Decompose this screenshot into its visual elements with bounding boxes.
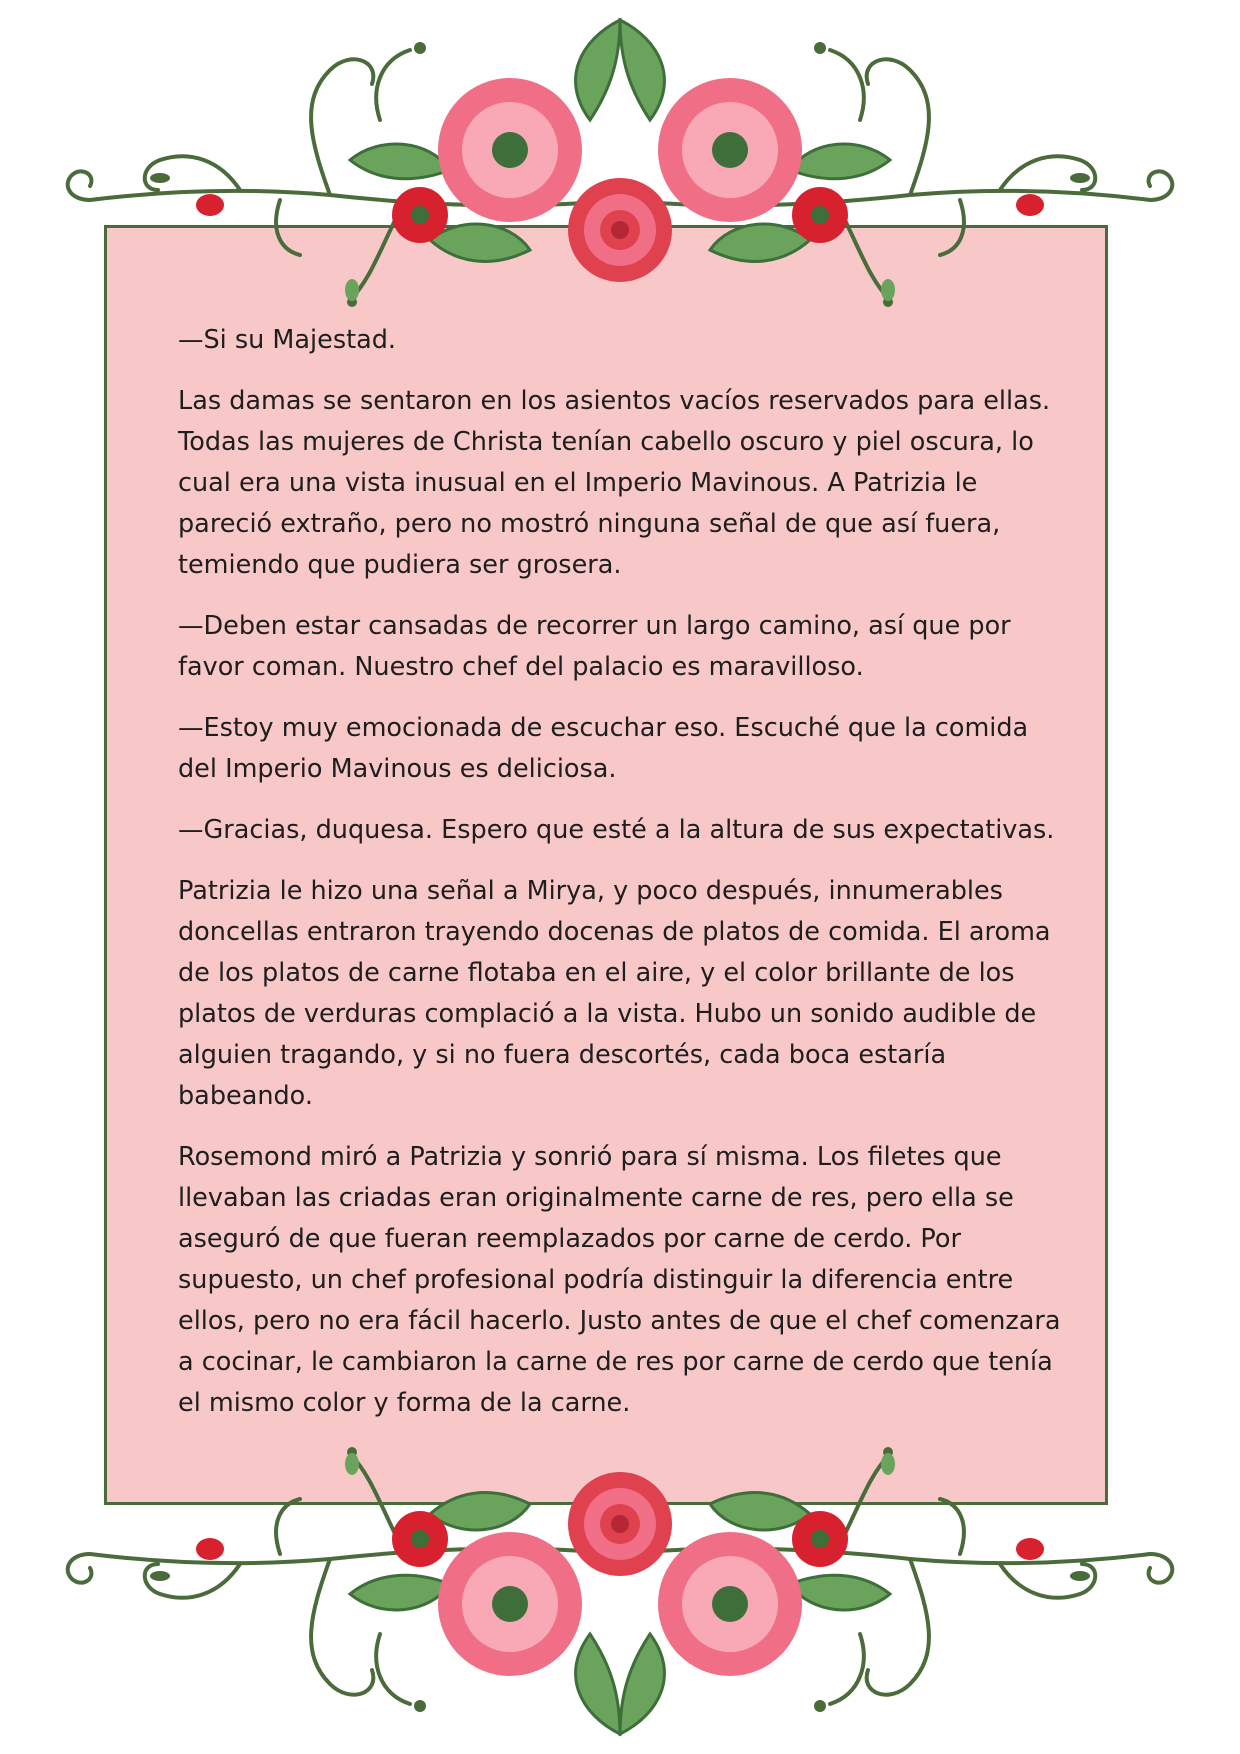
paragraph-7: Rosemond miró a Patrizia y sonrió para sí misma. Los filetes que llevaban las criadas eran originalmente carne de res, pero ella se aseguró de que fueran reemplazados por carne de cerdo. Por supuesto, un chef profesional podría distinguir la diferencia entre ellos, pero no era fácil hacerlo. Justo antes de que el chef comenzara a cocinar, le cambiaron la carne de res por carne de cerdo que tenía el mismo color y forma de la carne. [178,1142,1061,1418]
bottom-floral-ornament [0,1394,1240,1754]
paragraph-6: Patrizia le hizo una señal a Mirya, y poco después, innumerables doncellas entraron trayendo docenas de platos de comida. El aroma de los platos de carne flotaba en el aire, y el color brillante de los platos de verduras complació a la vista. Hubo un sonido audible de alguien tragando, y si no fuera descortés, cada boca estaría babeando. [178,876,1051,1111]
paragraph-4: —Estoy muy emocionada de escuchar eso. Escuché que la comida del Imperio Mavinous es deliciosa. [178,713,1029,784]
paragraph-1: —Si su Majestad. [178,325,397,355]
rose-icon [568,178,672,282]
paragraph-3: —Deben estar cansadas de recorrer un largo camino, así que por favor coman. Nuestro chef del palacio es maravilloso. [178,611,1011,682]
paragraph-5: —Gracias, duquesa. Espero que esté a la altura de sus expectativas. [178,815,1055,845]
rose-icon [568,1472,672,1576]
story-text [178,320,1068,1444]
top-floral-ornament [0,0,1240,360]
paragraph-2: Las damas se sentaron en los asientos vacíos reservados para ellas. Todas las mujeres de Christa tenían cabello oscuro y piel oscura, lo cual era una vista inusual en el Imperio Mavinous. A Patrizia le pareció extraño, pero no mostró ninguna señal de que así fuera, temiendo que pudiera ser grosera. [178,386,1051,580]
